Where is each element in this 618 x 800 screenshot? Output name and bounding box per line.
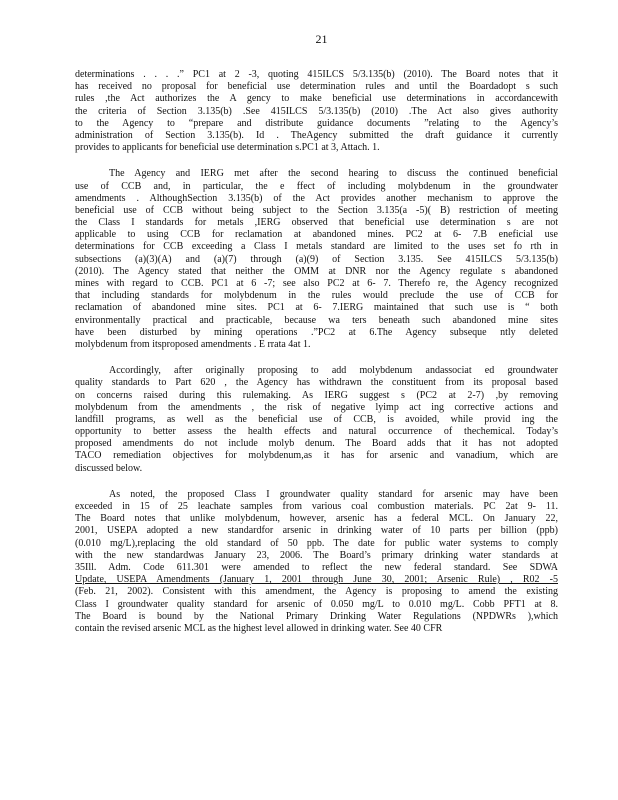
text-line: applicable to using CCB for reclamation at abandoned mines. PC2 at 6- 7.B eneficial use — [75, 229, 558, 241]
text-line: Update, USEPA Amendments (January 1, 2001 through June 30, 2001; Arsenic Rule) , R02 -5 — [75, 574, 558, 586]
text-line: quality standards to Part 620 , the Agency has withdrawn the constituent from its proposal based — [75, 377, 558, 389]
text-line: As noted, the proposed Class I groundwater quality standard for arsenic may have been — [109, 488, 558, 500]
text-line: The Board is bound by the National Primary Drinking Water Regulations (NPDWRs ),which — [75, 610, 558, 622]
text-line: TACO remediation objectives for molybdenum,as it has for arsenic and vanadium, which are — [75, 450, 558, 462]
text-line: Class I groundwater quality standard for arsenic of 0.050 mg/L to 0.010 mg/L. Cobb PFT1 at 8. — [75, 598, 558, 610]
text-line: proposed amendments do not include molyb denum. The Board adds that it has not adopted — [75, 438, 558, 450]
page-number: 21 — [315, 32, 328, 46]
text-line: beneficial use of CCB without being subject to the Section 3.135(a -5)( B) restriction of meeting — [75, 204, 558, 216]
text-line: discussed below. — [75, 462, 143, 474]
text-line: that including standards for molybdenum in the rules would preclude the use of CCB for — [75, 290, 558, 302]
text-line: with the new standardwas January 23, 2006. The Board’s primary drinking water standards at — [75, 549, 558, 561]
text-line: reclamation of abandoned mine sites. PC1 at 6- 7.IERG maintained that such use is “ both — [75, 302, 558, 314]
text-line: exceeded in 15 of 25 leachate samples from various coal combustion materials. PC 2at 9- 11. — [75, 501, 558, 512]
text-line: The Agency and IERG met after the second hearing to discuss the continued beneficial — [109, 168, 558, 180]
text-line: subsections (a)(3)(A) and (a)(7) through (a)(9) of Section 3.135. See 415ILCS 5/3.135(b) — [75, 253, 558, 265]
body-text — [75, 69, 558, 635]
text-line: amendments . AlthoughSection 3.135(b) of the Act provides another mechanism to approve the — [75, 192, 558, 204]
text-line: The Board notes that unlike molybdenum, however, arsenic has a federal MCL. On January 22, — [75, 513, 558, 525]
text-line: has received no proposal for beneficial use determination rules and until the Boardadopt s such — [75, 81, 558, 93]
text-line: (Feb. 21, 2002). Consistent with this amendment, the Agency is proposing to amend the existing — [75, 586, 558, 598]
text-line: contain the revised arsenic MCL as the highest level allowed in drinking water. See 40 CFR — [75, 622, 443, 634]
text-line: Accordingly, after originally proposing to add molybdenum andassociat ed groundwater — [109, 365, 558, 377]
text-line: opportunity to better assess the health effects and natural occurrence of thechemical. Today’s — [75, 426, 558, 438]
text-line: mines with regard to CCB. PC1 at 6 -7; see also PC2 at 6- 7. Therefo re, the Agency recognized — [75, 278, 558, 289]
text-line: 35Ill. Adm. Code 611.301 were amended to reflect the new federal standard. See SDWA — [75, 561, 558, 573]
text-line: landfill programs, as well as the beneficial use of CCB, is avoided, while provid ing the — [75, 413, 558, 425]
text-line: environmentally practical and practicable, because wa ters beneath such abandoned mine sites — [75, 314, 558, 326]
text-line: the Class I standards for metals ,IERG observed that beneficial use determination s are not — [75, 217, 558, 229]
text-line: the criteria of Section 3.135(b) .See 415ILCS 5/3.135(b) (2010) .The Act also gives authority — [75, 105, 558, 117]
text-line: 2001, USEPA adopted a new standardfor arsenic in drinking water of 10 parts per billion (ppb) — [75, 525, 558, 537]
text-line: use of CCB and, in particular, the e ffect of including molybdenum in the groundwater — [75, 180, 558, 192]
text-line: (0.010 mg/L),replacing the old standard of 50 ppb. The date for public water systems to comply — [75, 537, 558, 549]
paragraph — [75, 168, 558, 351]
text-line: provides to applicants for beneficial use determination s.PC1 at 3, Attach. 1. — [75, 142, 380, 154]
text-line: molybdenum from itsproposed amendments . E rrata 4at 1. — [75, 338, 311, 350]
paragraph — [75, 365, 558, 475]
paragraph — [75, 489, 558, 635]
text-line: determinations . . . .” PC1 at 2 -3, quoting 415ILCS 5/3.135(b) (2010). The Board notes that it — [75, 69, 558, 80]
text-line: on concerns raised during this rulemaking. As IERG suggest s (PC2 at 2-7) ,by removing — [75, 389, 558, 401]
text-line: administration of Section 3.135(b). Id . TheAgency submitted the draft guidance it currently — [75, 129, 558, 141]
text-line: have been disturbed by mining operations .”PC2 at 6.The Agency subseque ntly deleted — [75, 326, 558, 338]
text-line: molybdenum from the amendments , the risk of negative lyimp act ing corrective actions and — [75, 401, 558, 413]
paragraph — [75, 69, 558, 154]
text-line: rules ,the Act authorizes the A gency to make beneficial use determinations in accordancewith — [75, 93, 558, 105]
text-line: determinations for CCB exceeding a Class I metals standard are limited to the uses set fo rth in — [75, 241, 558, 253]
text-line: to the Agency to “prepare and distribute guidance documents ”relating to the Agency’s — [75, 117, 558, 129]
text-line: (2010). The Agency stated that neither the OMM at DNR nor the Agency regulate s abandoned — [75, 265, 558, 277]
